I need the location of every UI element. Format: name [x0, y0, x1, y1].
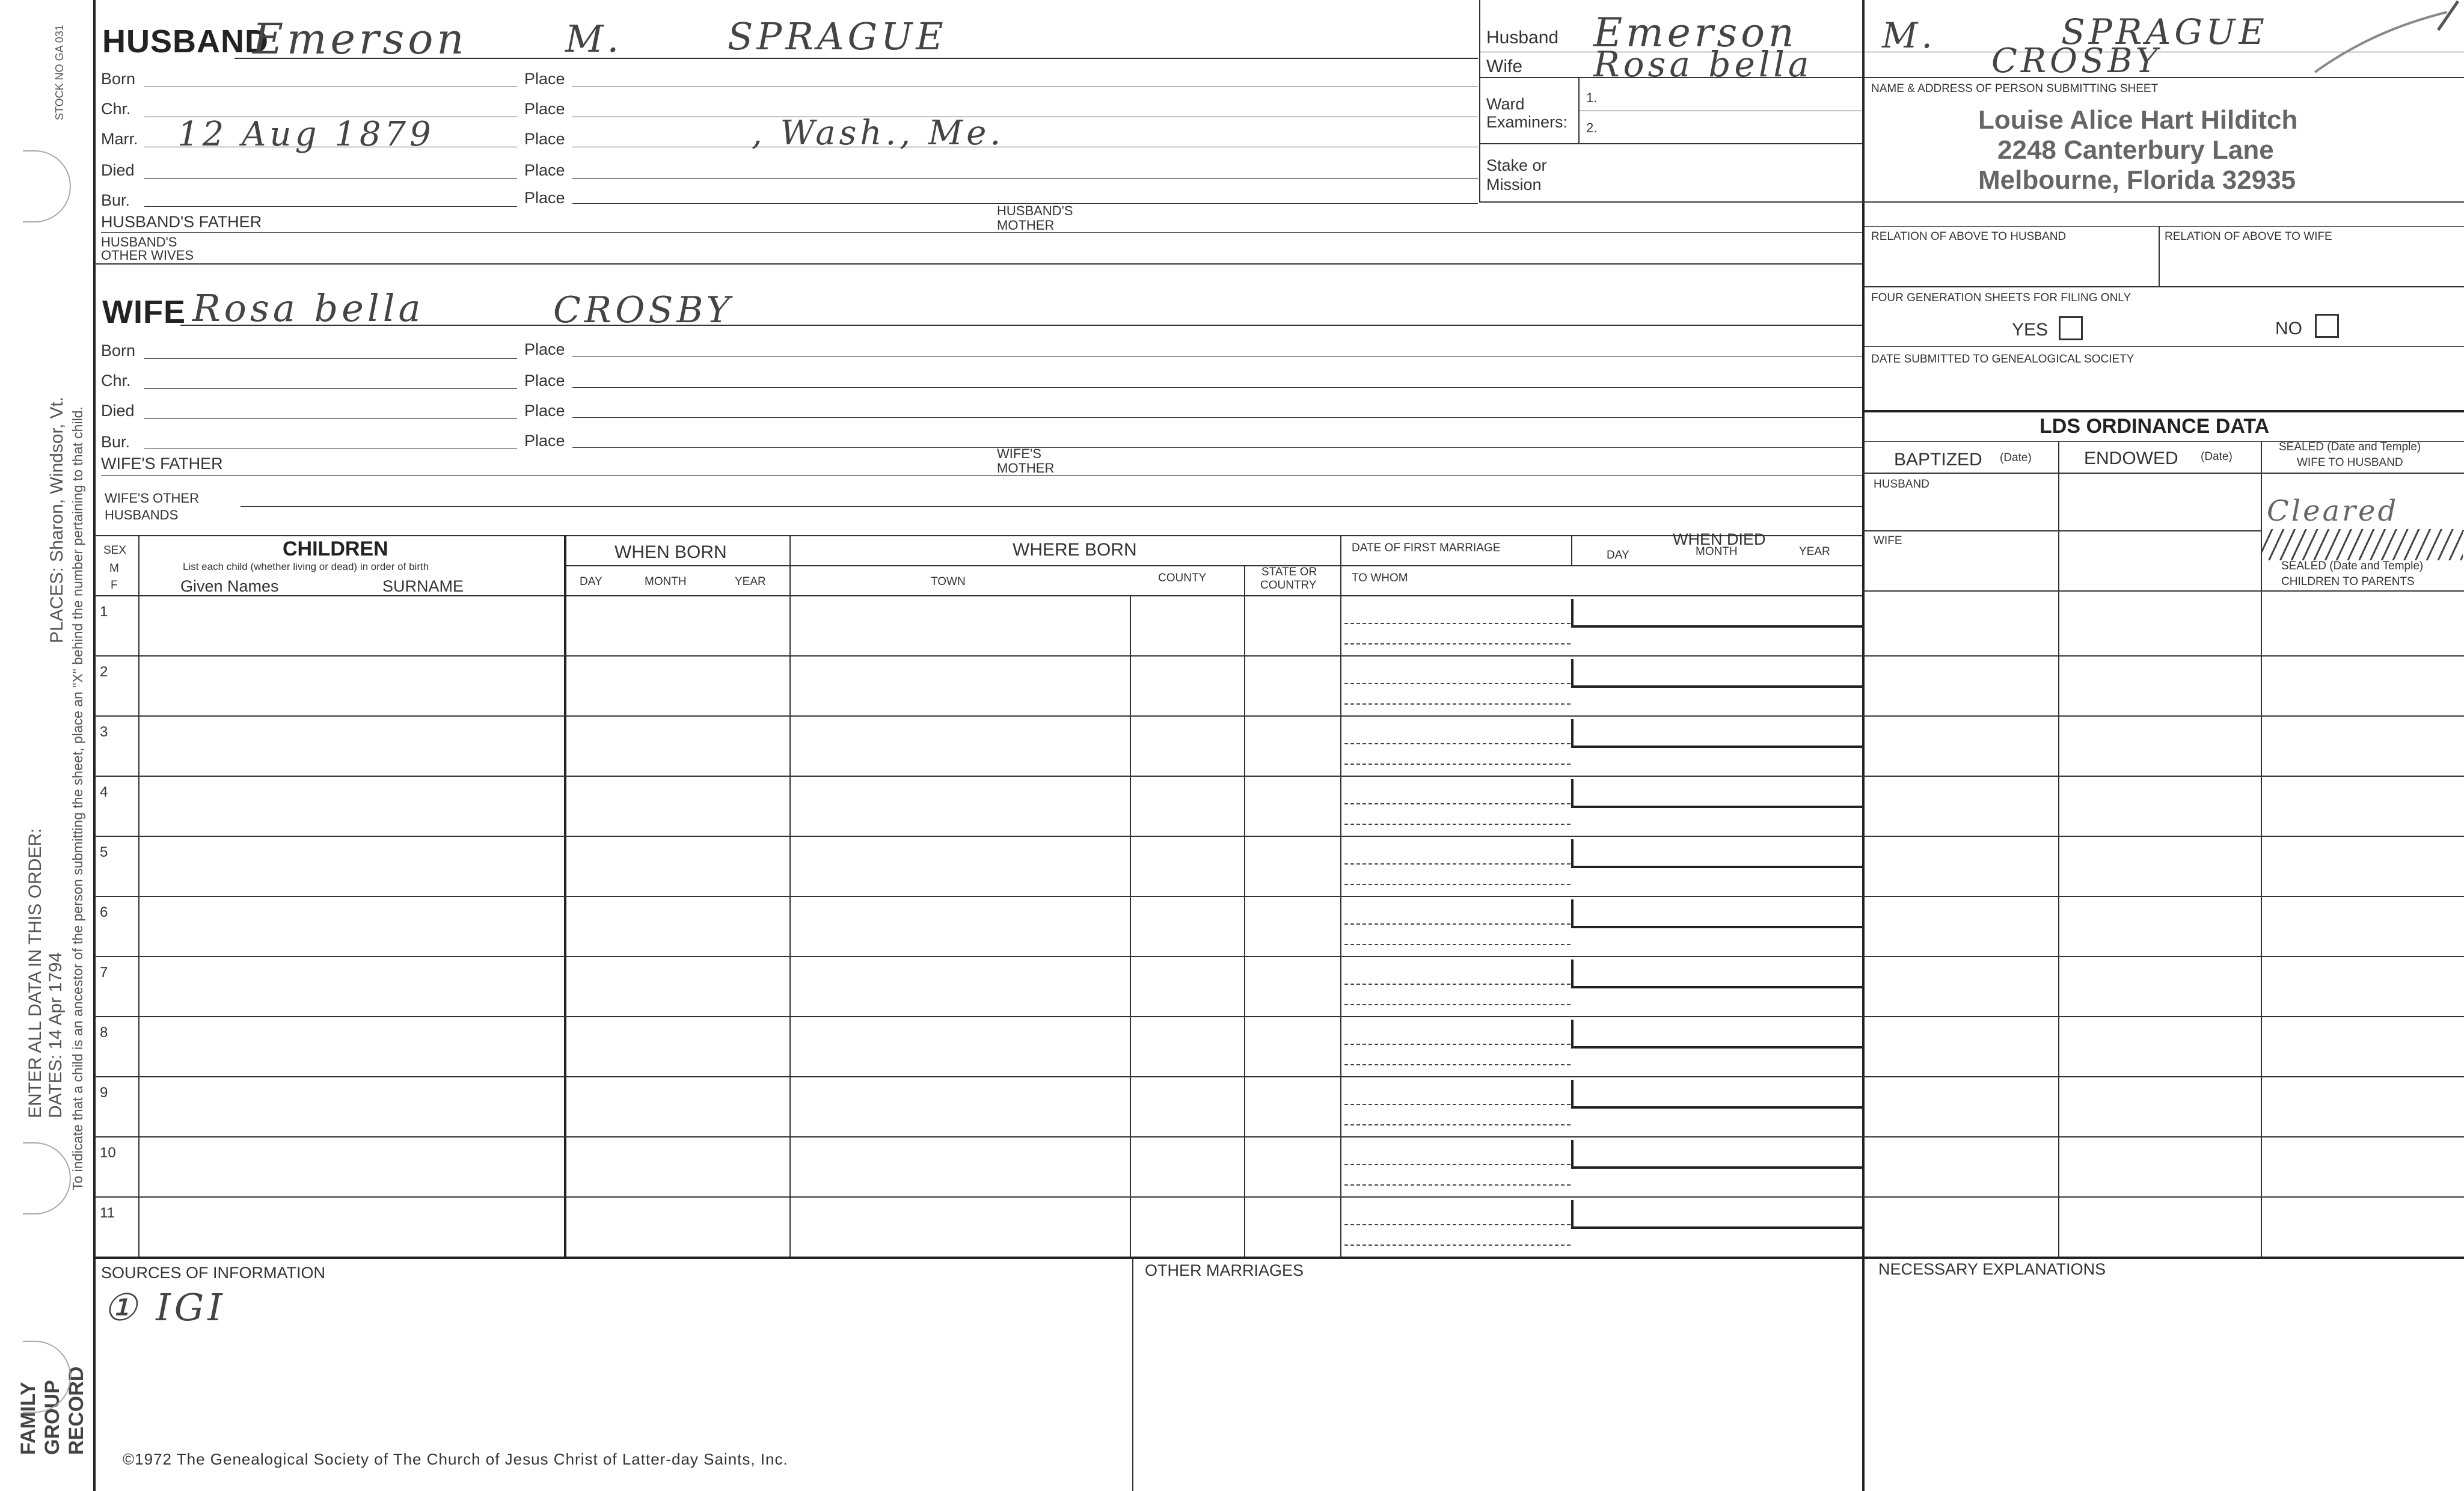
when-died-label: WHEN DIED	[1673, 530, 1766, 548]
county-label: COUNTY	[1158, 572, 1207, 584]
form-name-group: GROUP	[41, 1380, 64, 1455]
wife-chr-place-line	[572, 387, 1862, 388]
right-husband-middle: M.	[1882, 15, 1936, 56]
husband-section-bottom	[94, 263, 1863, 265]
when-died-cell[interactable]	[1571, 659, 1862, 688]
state-label-1: STATE OR	[1261, 566, 1317, 578]
no-checkbox[interactable]	[2315, 314, 2339, 338]
wife-born-line	[144, 358, 517, 359]
children-instruction: List each child (whether living or dead) in order of birth	[183, 561, 429, 572]
husband-middle-initial: M.	[565, 17, 623, 61]
husband-bur-line	[144, 206, 517, 207]
examiners-label: Examiners:	[1486, 113, 1568, 131]
wife-father-label: WIFE'S FATHER	[101, 455, 223, 473]
child-row-number: 10	[100, 1145, 116, 1161]
when-died-cell[interactable]	[1571, 960, 1862, 988]
wife-born-label: Born	[101, 341, 136, 360]
child-row-number: 1	[100, 604, 108, 620]
frame-left	[93, 0, 96, 1491]
ward-bottom-line	[1479, 143, 1862, 144]
lds-row-husband: HUSBAND	[1874, 478, 1929, 491]
child-row-divider	[94, 776, 2464, 777]
punch-hole-top	[23, 150, 71, 222]
places-instruction: PLACES: Sharon, Windsor, Vt.	[47, 396, 67, 643]
first-marriage-dash	[1344, 984, 1571, 985]
child-row-number: 7	[100, 964, 108, 981]
baptized-date-label: (Date)	[2000, 452, 2032, 464]
first-marriage-dash	[1344, 1224, 1571, 1225]
to-whom-dash	[1344, 944, 1571, 945]
right-husband-surname: SPRAGUE	[2061, 11, 2268, 52]
submitter-city: Melbourne, Florida 32935	[1978, 165, 2296, 195]
sex-m-label: M	[109, 562, 119, 575]
first-marriage-dash	[1344, 623, 1571, 624]
lds-header: LDS ORDINANCE DATA	[2040, 415, 2270, 438]
relation-husband-label: RELATION OF ABOVE TO HUSBAND	[1871, 230, 2067, 243]
to-whom-dash	[1344, 1124, 1571, 1125]
surname-label: SURNAME	[382, 577, 464, 595]
wife-chr-line	[144, 388, 517, 389]
other-marriages-label: OTHER MARRIAGES	[1145, 1261, 1304, 1279]
sources-label: SOURCES OF INFORMATION	[101, 1264, 326, 1282]
husband-marriage-place: , Wash., Me.	[752, 114, 1005, 153]
child-row-number: 4	[100, 784, 108, 800]
sealed-children-label-2: CHILDREN TO PARENTS	[2281, 575, 2415, 588]
wife-surname: CROSBY	[553, 289, 734, 331]
died-year-label: YEAR	[1799, 545, 1830, 558]
wife-bur-place-label: Place	[524, 432, 565, 450]
sources-value: ① IGI	[103, 1285, 226, 1329]
relation-wife-label: RELATION OF ABOVE TO WIFE	[2165, 230, 2332, 243]
when-died-cell[interactable]	[1571, 1140, 1862, 1169]
to-whom-dash	[1344, 1245, 1571, 1246]
wife-parents-line	[101, 475, 1862, 476]
form-name-family: FAMILY	[17, 1382, 40, 1455]
lds-col-divider-2	[2261, 441, 2262, 1257]
examiners-divider	[1578, 77, 1580, 143]
husband-parents-line	[101, 232, 1862, 233]
to-whom-dash	[1344, 703, 1571, 705]
endowed-date-label: (Date)	[2201, 450, 2233, 463]
state-label-2: COUNTRY	[1260, 579, 1317, 592]
husband-mother-label-2: MOTHER	[997, 218, 1055, 233]
wife-bur-place-line	[572, 447, 1862, 448]
child-row-divider	[94, 655, 2464, 657]
when-died-cell[interactable]	[1571, 1020, 1862, 1049]
husband-father-label: HUSBAND'S FATHER	[101, 213, 262, 231]
wife-bur-label: Bur.	[101, 433, 130, 451]
husband-marr-label: Marr.	[101, 130, 138, 148]
husband-died-line	[144, 178, 517, 179]
cleared-note: Cleared	[2267, 494, 2399, 528]
first-marriage-dash	[1344, 1164, 1571, 1165]
husband-died-place-label: Place	[524, 161, 565, 179]
first-marriage-label: DATE OF FIRST MARRIAGE	[1352, 542, 1501, 554]
to-whom-dash	[1344, 764, 1571, 765]
wife-chr-place-label: Place	[524, 372, 565, 390]
children-header-mid	[565, 565, 1343, 566]
first-marriage-dash	[1344, 863, 1571, 865]
child-row-number: 11	[100, 1205, 115, 1221]
when-died-cell[interactable]	[1571, 839, 1862, 868]
examiner-1: 1.	[1586, 90, 1598, 105]
submitter-name: Louise Alice Hart Hilditch	[1978, 105, 2298, 135]
when-died-cell[interactable]	[1571, 779, 1862, 808]
to-whom-dash	[1344, 1184, 1571, 1186]
first-marriage-dash	[1344, 803, 1571, 804]
endowed-label: ENDOWED	[2084, 449, 2178, 468]
wife-born-place-label: Place	[524, 340, 565, 358]
no-label: NO	[2275, 319, 2302, 338]
when-died-cell[interactable]	[1571, 599, 1862, 628]
husband-bur-place-label: Place	[524, 189, 565, 207]
when-died-cell[interactable]	[1571, 1200, 1862, 1229]
husband-marr-place-label: Place	[524, 130, 565, 148]
bottom-divider	[1132, 1257, 1133, 1491]
col-county-divider	[1244, 565, 1245, 1257]
child-row-number: 3	[100, 724, 108, 740]
to-whom-dash	[1344, 884, 1571, 885]
when-died-cell[interactable]	[1571, 899, 1862, 928]
enter-all-instruction: ENTER ALL DATA IN THIS ORDER:	[25, 828, 45, 1118]
sealed-hatch	[2262, 529, 2463, 560]
stake-divider	[1862, 0, 1863, 201]
wife-born-place-line	[572, 356, 1862, 357]
husband-died-label: Died	[101, 161, 135, 179]
child-row-divider	[94, 956, 2464, 957]
right-wife-surname: CROSBY	[1991, 41, 2162, 81]
to-whom-dash	[1344, 1004, 1571, 1005]
to-whom-label: TO WHOM	[1352, 572, 1408, 584]
child-row-divider	[94, 836, 2464, 837]
examiner-2: 2.	[1586, 120, 1598, 135]
stake-label-1: Stake or	[1486, 156, 1547, 174]
child-row-divider	[94, 1136, 2464, 1137]
four-gen-label: FOUR GENERATION SHEETS FOR FILING ONLY	[1871, 292, 2131, 304]
punch-hole-bottom	[23, 1341, 71, 1413]
wife-header: WIFE	[102, 294, 186, 330]
col-town-divider	[1130, 595, 1131, 1257]
to-whom-dash	[1344, 824, 1571, 825]
right-husband-given: Emerson	[1593, 10, 1798, 56]
child-row-divider	[94, 1016, 2464, 1017]
upper-right-divider	[1479, 0, 1480, 201]
to-whom-dash	[1344, 1064, 1571, 1065]
where-born-label: WHERE BORN	[1013, 540, 1137, 560]
husband-other-wives-label-1: HUSBAND'S	[101, 234, 177, 250]
necessary-explanations-label: NECESSARY EXPLANATIONS	[1878, 1260, 2106, 1278]
husband-chr-label: Chr.	[101, 100, 131, 118]
form-name-record: RECORD	[65, 1366, 88, 1455]
husband-other-wives-label-2: OTHER WIVES	[101, 248, 194, 263]
born-month-label: MONTH	[645, 575, 687, 588]
child-row-number: 6	[100, 904, 108, 920]
relation-divider	[2159, 226, 2160, 286]
submitter-bottom	[1862, 201, 2464, 203]
first-marriage-dash	[1344, 683, 1571, 684]
wife-chr-label: Chr.	[101, 372, 131, 390]
born-year-label: YEAR	[735, 575, 766, 588]
sealed-children-label-1: SEALED (Date and Temple)	[2281, 560, 2424, 572]
husband-upper-box-bottom	[1479, 201, 1863, 203]
date-submitted-bottom	[1862, 410, 2464, 412]
husband-born-place-label: Place	[524, 70, 565, 88]
died-month-label: MONTH	[1696, 545, 1738, 558]
wife-other-husbands-label-2: HUSBANDS	[105, 507, 179, 522]
husband-name-line	[234, 58, 1478, 59]
sealed-wife-label-2: WIFE TO HUSBAND	[2297, 456, 2403, 469]
wife-name-line	[180, 325, 1862, 326]
wife-mother-label-2: MOTHER	[997, 461, 1055, 476]
relation-top	[1862, 226, 2464, 227]
children-header-bottom	[94, 595, 1863, 596]
children-sub-header-line	[1341, 565, 1862, 566]
wife-died-label: Died	[101, 402, 135, 420]
ward-label: Ward	[1486, 95, 1525, 113]
stake-label-2: Mission	[1486, 176, 1542, 194]
husband-surname: SPRAGUE	[728, 14, 947, 58]
died-day-label: DAY	[1607, 549, 1629, 562]
lds-row-wife: WIFE	[1874, 534, 1902, 547]
wife-other-husbands-label-1: WIFE'S OTHER	[105, 491, 199, 506]
right-husband-label: Husband	[1486, 28, 1559, 47]
wife-died-line	[144, 418, 517, 419]
lds-col-divider-1	[2058, 441, 2059, 1257]
child-row-number: 2	[100, 664, 108, 680]
sex-f-label: F	[111, 579, 118, 592]
child-row-number: 9	[100, 1085, 108, 1101]
town-label: TOWN	[931, 575, 966, 588]
copyright-notice: ©1972 The Genealogical Society of The Church of Jesus Christ of Latter-day Saints, Inc.	[123, 1450, 788, 1468]
wife-given-name: Rosa bella	[192, 286, 424, 330]
child-row-divider	[94, 1196, 2464, 1198]
husband-bur-label: Bur.	[101, 191, 130, 209]
first-marriage-dash	[1344, 1044, 1571, 1045]
when-died-cell[interactable]	[1571, 719, 1862, 748]
wife-died-place-label: Place	[524, 402, 565, 420]
wife-died-place-line	[572, 417, 1862, 418]
wife-mother-label-1: WIFE'S	[997, 446, 1041, 461]
stock-number: STOCK NO GA 031	[54, 25, 66, 120]
baptized-label: BAPTIZED	[1894, 450, 1982, 470]
lds-wife-row-bottom	[1862, 590, 2464, 592]
submitter-street: 2248 Canterbury Lane	[1997, 135, 2274, 165]
first-marriage-dash	[1344, 923, 1571, 925]
punch-hole-middle	[23, 1142, 71, 1214]
husband-marriage-date: 12 Aug 1879	[177, 115, 435, 154]
child-row-divider	[94, 715, 2464, 717]
given-names-label: Given Names	[180, 577, 279, 595]
date-submitted-label: DATE SUBMITTED TO GENEALOGICAL SOCIETY	[1871, 353, 2135, 366]
yes-label: YES	[2012, 320, 2049, 340]
four-gen-bottom	[1862, 346, 2464, 347]
corner-mark	[2309, 0, 2464, 84]
husband-mother-label-1: HUSBAND'S	[997, 203, 1073, 218]
husband-died-place-line	[572, 178, 1478, 179]
first-marriage-dash	[1344, 743, 1571, 744]
when-born-label: WHEN BORN	[614, 542, 727, 562]
relation-bottom	[1862, 286, 2464, 287]
sex-label: SEX	[103, 544, 127, 557]
husband-header: HUSBAND	[102, 23, 269, 60]
right-wife-label: Wife	[1486, 57, 1522, 76]
children-table-bottom	[94, 1257, 2464, 1259]
wife-other-husbands-line	[241, 506, 1862, 507]
children-header: CHILDREN	[283, 537, 388, 560]
husband-chr-place-label: Place	[524, 100, 565, 118]
right-wife-given: Rosa bella	[1593, 44, 1813, 85]
dates-instruction: DATES: 14 Apr 1794	[46, 952, 66, 1118]
lds-col-header-bottom	[1862, 473, 2464, 474]
first-marriage-dash	[1344, 1104, 1571, 1105]
husband-born-label: Born	[101, 70, 136, 88]
ancestor-instruction: To indicate that a child is an ancestor of the person submitting the sheet, place an "X" behind the number pertaining to that child.	[70, 406, 85, 1190]
submitter-label: NAME & ADDRESS OF PERSON SUBMITTING SHEET	[1871, 82, 2159, 95]
born-day-label: DAY	[580, 575, 602, 588]
child-row-divider	[94, 896, 2464, 897]
child-row-divider	[94, 1076, 2464, 1077]
when-died-cell[interactable]	[1571, 1080, 1862, 1109]
col-died-divider	[1571, 535, 1572, 565]
wife-section-bottom	[94, 535, 1863, 536]
to-whom-dash	[1344, 643, 1571, 644]
husband-given-name: Emerson	[253, 14, 468, 64]
yes-checkbox[interactable]	[2059, 316, 2083, 340]
child-row-number: 8	[100, 1024, 108, 1041]
sealed-wife-label-1: SEALED (Date and Temple)	[2279, 441, 2421, 453]
child-row-number: 5	[100, 844, 108, 860]
